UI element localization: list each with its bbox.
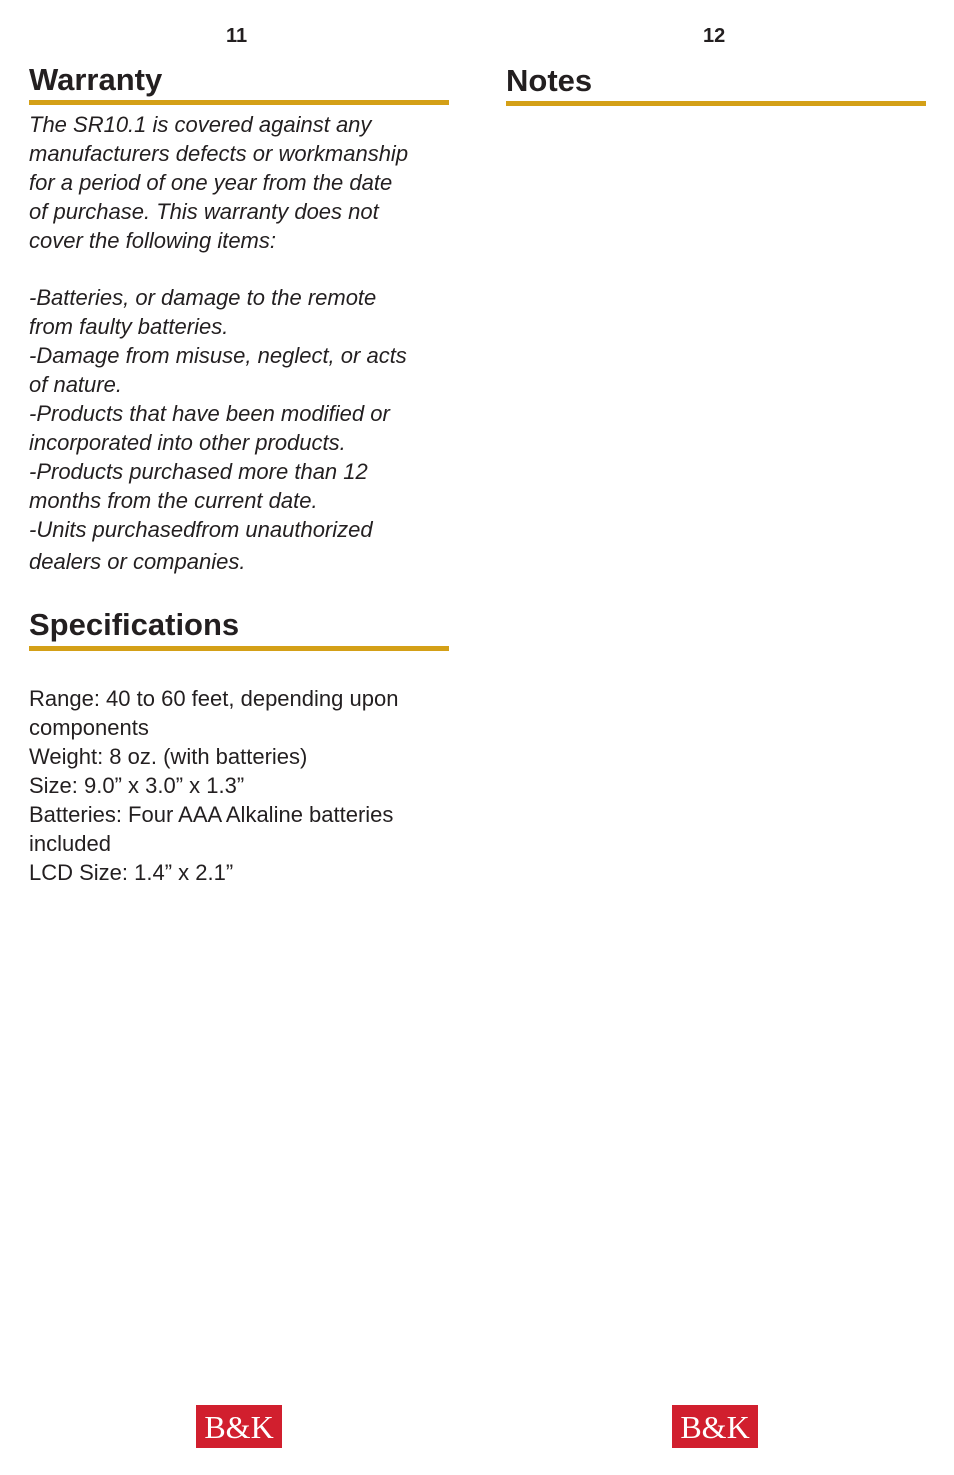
warranty-intro-line: manufacturers defects or workmanship bbox=[29, 141, 409, 166]
warranty-item-line: dealers or companies. bbox=[29, 549, 246, 574]
warranty-item-line: incorporated into other products. bbox=[29, 430, 346, 455]
bk-logo-text: B&K bbox=[680, 1408, 750, 1445]
bk-logo-text: B&K bbox=[204, 1408, 274, 1445]
spec-line: Size: 9.0” x 3.0” x 1.3” bbox=[29, 773, 245, 798]
bk-logo bbox=[672, 1405, 758, 1448]
warranty-text bbox=[29, 110, 459, 576]
warranty-intro-line: The SR10.1 is covered against any bbox=[29, 112, 372, 137]
warranty-item-line: months from the current date. bbox=[29, 488, 318, 513]
warranty-item-line: from faulty batteries. bbox=[29, 314, 229, 339]
page-number: 12 bbox=[703, 25, 726, 47]
spec-line: components bbox=[29, 715, 149, 740]
spec-line: included bbox=[29, 831, 111, 856]
warranty-item-line: -Products that have been modified or bbox=[29, 401, 390, 426]
specifications-divider bbox=[29, 646, 449, 651]
specifications-text bbox=[29, 684, 459, 887]
warranty-heading: Warranty bbox=[29, 62, 163, 97]
warranty-intro-line: for a period of one year from the date bbox=[29, 170, 393, 195]
warranty-item-line: -Damage from misuse, neglect, or acts bbox=[29, 343, 407, 368]
warranty-intro-line: cover the following items: bbox=[29, 228, 276, 253]
spec-line: Range: 40 to 60 feet, depending upon bbox=[29, 686, 399, 711]
right-page bbox=[477, 0, 954, 1475]
warranty-item-line: -Products purchased more than 12 bbox=[29, 459, 368, 484]
warranty-item-line: of nature. bbox=[29, 372, 122, 397]
page-number: 11 bbox=[226, 25, 248, 47]
spec-line: Weight: 8 oz. (with batteries) bbox=[29, 744, 308, 769]
warranty-intro-line: of purchase. This warranty does not bbox=[29, 199, 379, 224]
warranty-item-line: -Units purchasedfrom unauthorized bbox=[29, 517, 373, 542]
specifications-heading: Specifications bbox=[29, 607, 240, 642]
warranty-item-line: -Batteries, or damage to the remote bbox=[29, 285, 377, 310]
warranty-divider bbox=[29, 100, 449, 105]
bk-logo bbox=[196, 1405, 282, 1448]
spec-line: Batteries: Four AAA Alkaline batteries bbox=[29, 802, 394, 827]
spec-line: LCD Size: 1.4” x 2.1” bbox=[29, 860, 234, 885]
notes-heading: Notes bbox=[506, 63, 593, 98]
notes-divider bbox=[506, 101, 926, 106]
